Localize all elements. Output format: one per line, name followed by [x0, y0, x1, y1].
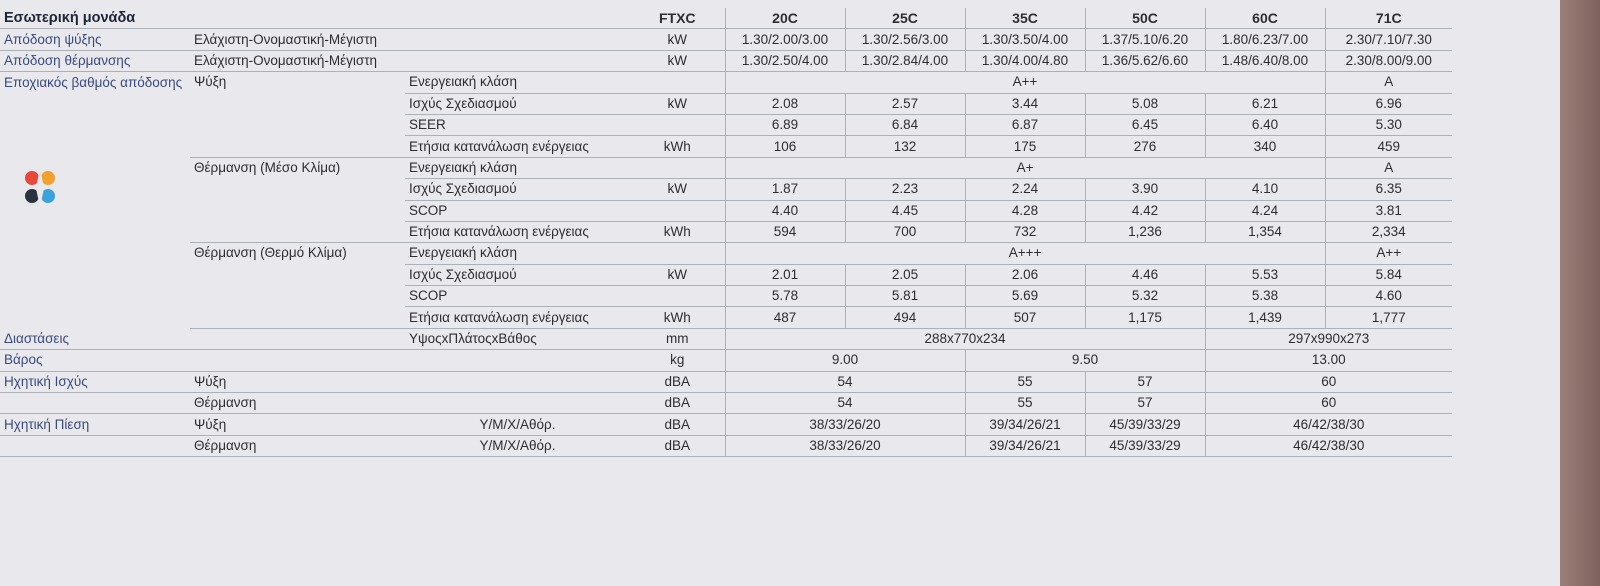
mode-label: Θέρμανση — [190, 435, 405, 456]
cell: 45/39/33/29 — [1085, 414, 1205, 435]
cell: 4.45 — [845, 200, 965, 221]
table-row — [0, 243, 1452, 264]
table-row — [0, 72, 1452, 93]
cell: 487 — [725, 307, 845, 328]
cell: 2.23 — [845, 179, 965, 200]
table-row — [0, 350, 1452, 371]
unit: kW — [630, 93, 725, 114]
row-label: Εποχιακός βαθμός απόδοσης — [4, 75, 183, 91]
row-label: Ηχητική Πίεση — [0, 414, 190, 435]
unit: dBA — [630, 435, 725, 456]
cell: 106 — [725, 136, 845, 157]
cell: 54 — [725, 371, 965, 392]
cell: 60 — [1205, 393, 1452, 414]
cell: 1.30/4.00/4.80 — [965, 50, 1085, 71]
table-row — [0, 50, 1452, 71]
cell: 54 — [725, 393, 965, 414]
table-row — [0, 328, 1452, 349]
table-header-row — [0, 8, 1452, 29]
model-series: FTXC — [630, 8, 725, 29]
model-header: 60C — [1205, 8, 1325, 29]
row-sublabel: ΥψοςxΠλάτοςxΒάθος — [405, 328, 630, 349]
unit: dBA — [630, 371, 725, 392]
cell: 55 — [965, 371, 1085, 392]
cell: 1.30/2.50/4.00 — [725, 50, 845, 71]
table-row — [0, 29, 1452, 50]
param-label: Ετήσια κατανάλωση ενέργειας — [405, 307, 630, 328]
cell: 5.84 — [1325, 264, 1452, 285]
cell: 594 — [725, 221, 845, 242]
cell: 2.57 — [845, 93, 965, 114]
unit: kW — [630, 29, 725, 50]
cell: 2.30/7.10/7.30 — [1325, 29, 1452, 50]
unit: kW — [630, 179, 725, 200]
unit: mm — [630, 328, 725, 349]
cell: 57 — [1085, 393, 1205, 414]
row-label: Απόδοση θέρμανσης — [0, 50, 190, 71]
table-row — [0, 371, 1452, 392]
cell: A — [1325, 72, 1452, 93]
cell: 1.80/6.23/7.00 — [1205, 29, 1325, 50]
mode-label: Θέρμανση (Θερμό Κλίμα) — [190, 243, 405, 329]
cell: 1.30/2.56/3.00 — [845, 29, 965, 50]
cell: 6.21 — [1205, 93, 1325, 114]
cell: 39/34/26/21 — [965, 435, 1085, 456]
cell: 459 — [1325, 136, 1452, 157]
param-label: SCOP — [405, 286, 630, 307]
cell: 276 — [1085, 136, 1205, 157]
cell: 6.84 — [845, 114, 965, 135]
cell: 9.50 — [965, 350, 1205, 371]
cell: 340 — [1205, 136, 1325, 157]
cell: 2,334 — [1325, 221, 1452, 242]
row-sublabel: Υ/Μ/Χ/Αθόρ. — [405, 435, 630, 456]
mode-label: Ψύξη — [190, 414, 405, 435]
table-row — [0, 414, 1452, 435]
cell: 1,236 — [1085, 221, 1205, 242]
model-header: 20C — [725, 8, 845, 29]
cell: 4.60 — [1325, 286, 1452, 307]
cell: A+++ — [725, 243, 1325, 264]
unit: dBA — [630, 393, 725, 414]
cell: A++ — [725, 72, 1325, 93]
page-edge — [1560, 0, 1600, 586]
mode-label: Θέρμανση — [190, 393, 405, 414]
table-title: Εσωτερική μονάδα — [0, 8, 630, 29]
cell: 4.10 — [1205, 179, 1325, 200]
cell: 45/39/33/29 — [1085, 435, 1205, 456]
param-label: SCOP — [405, 200, 630, 221]
param-label: Ετήσια κατανάλωση ενέργειας — [405, 136, 630, 157]
param-label: Ισχύς Σχεδιασμού — [405, 264, 630, 285]
unit: kWh — [630, 307, 725, 328]
cell: 3.81 — [1325, 200, 1452, 221]
unit: dBA — [630, 414, 725, 435]
table-row — [0, 393, 1452, 414]
unit: kW — [630, 50, 725, 71]
cell: 494 — [845, 307, 965, 328]
cell: 5.08 — [1085, 93, 1205, 114]
spec-table — [0, 8, 1452, 457]
cell: 5.30 — [1325, 114, 1452, 135]
cell: 4.28 — [965, 200, 1085, 221]
cell: 57 — [1085, 371, 1205, 392]
cell: 175 — [965, 136, 1085, 157]
cell: 3.90 — [1085, 179, 1205, 200]
cell: 3.44 — [965, 93, 1085, 114]
cell: 2.30/8.00/9.00 — [1325, 50, 1452, 71]
row-sublabel: Ελάχιστη-Ονομαστική-Μέγιστη — [190, 29, 630, 50]
cell: 55 — [965, 393, 1085, 414]
row-sublabel: Ελάχιστη-Ονομαστική-Μέγιστη — [190, 50, 630, 71]
cell: 1.30/3.50/4.00 — [965, 29, 1085, 50]
cell: 1,354 — [1205, 221, 1325, 242]
cell: 13.00 — [1205, 350, 1452, 371]
cell: 38/33/26/20 — [725, 435, 965, 456]
cell: 700 — [845, 221, 965, 242]
cell: 5.32 — [1085, 286, 1205, 307]
cell: 39/34/26/21 — [965, 414, 1085, 435]
cell: 2.05 — [845, 264, 965, 285]
cell: 46/42/38/30 — [1205, 435, 1452, 456]
cell: 38/33/26/20 — [725, 414, 965, 435]
row-label: Ηχητική Ισχύς — [0, 371, 190, 392]
cell: 60 — [1205, 371, 1452, 392]
mode-label: Ψύξη — [190, 371, 405, 392]
param-label: Ενεργειακή κλάση — [405, 157, 630, 178]
cell: 6.40 — [1205, 114, 1325, 135]
model-header: 50C — [1085, 8, 1205, 29]
unit: kg — [630, 350, 725, 371]
cell: 1,175 — [1085, 307, 1205, 328]
model-header: 25C — [845, 8, 965, 29]
cell: 297x990x273 — [1205, 328, 1452, 349]
row-label: Βάρος — [0, 350, 630, 371]
cell: 507 — [965, 307, 1085, 328]
cell: 1.30/2.84/4.00 — [845, 50, 965, 71]
unit: kWh — [630, 221, 725, 242]
cell: 5.38 — [1205, 286, 1325, 307]
cell: A+ — [725, 157, 1325, 178]
cell: 46/42/38/30 — [1205, 414, 1452, 435]
cell: A++ — [1325, 243, 1452, 264]
param-label: SEER — [405, 114, 630, 135]
param-label: Ετήσια κατανάλωση ενέργειας — [405, 221, 630, 242]
param-label: Ενεργειακή κλάση — [405, 72, 630, 93]
row-label: Διαστάσεις — [0, 328, 405, 349]
mode-label: Θέρμανση (Μέσο Κλίμα) — [190, 157, 405, 243]
cell: 1.48/6.40/8.00 — [1205, 50, 1325, 71]
table-row — [0, 435, 1452, 456]
unit: kW — [630, 264, 725, 285]
cell: 4.40 — [725, 200, 845, 221]
cell: 9.00 — [725, 350, 965, 371]
cell: 2.24 — [965, 179, 1085, 200]
param-label: Ενεργειακή κλάση — [405, 243, 630, 264]
cell: 6.96 — [1325, 93, 1452, 114]
cell: 1.36/5.62/6.60 — [1085, 50, 1205, 71]
cell: 6.45 — [1085, 114, 1205, 135]
cell: 1.37/5.10/6.20 — [1085, 29, 1205, 50]
cell: 1,777 — [1325, 307, 1452, 328]
unit: kWh — [630, 136, 725, 157]
model-header: 35C — [965, 8, 1085, 29]
row-sublabel: Υ/Μ/Χ/Αθόρ. — [405, 414, 630, 435]
cell: 4.46 — [1085, 264, 1205, 285]
cell: 2.01 — [725, 264, 845, 285]
cell: 2.08 — [725, 93, 845, 114]
cell: 2.06 — [965, 264, 1085, 285]
cell: 6.89 — [725, 114, 845, 135]
cell: 5.78 — [725, 286, 845, 307]
model-header: 71C — [1325, 8, 1452, 29]
cell: 132 — [845, 136, 965, 157]
mode-label: Ψύξη — [190, 72, 405, 158]
param-label: Ισχύς Σχεδιασμού — [405, 93, 630, 114]
table-row — [0, 157, 1452, 178]
cell: 4.42 — [1085, 200, 1205, 221]
cell: 5.53 — [1205, 264, 1325, 285]
cell: 732 — [965, 221, 1085, 242]
row-label: Απόδοση ψύξης — [0, 29, 190, 50]
cell: 288x770x234 — [725, 328, 1205, 349]
cell: 1.87 — [725, 179, 845, 200]
cell: 4.24 — [1205, 200, 1325, 221]
param-label: Ισχύς Σχεδιασμού — [405, 179, 630, 200]
cell: 1.30/2.00/3.00 — [725, 29, 845, 50]
cell: 5.69 — [965, 286, 1085, 307]
cell: 6.35 — [1325, 179, 1452, 200]
cell: 5.81 — [845, 286, 965, 307]
cell: 1,439 — [1205, 307, 1325, 328]
cell: 6.87 — [965, 114, 1085, 135]
cell: A — [1325, 157, 1452, 178]
